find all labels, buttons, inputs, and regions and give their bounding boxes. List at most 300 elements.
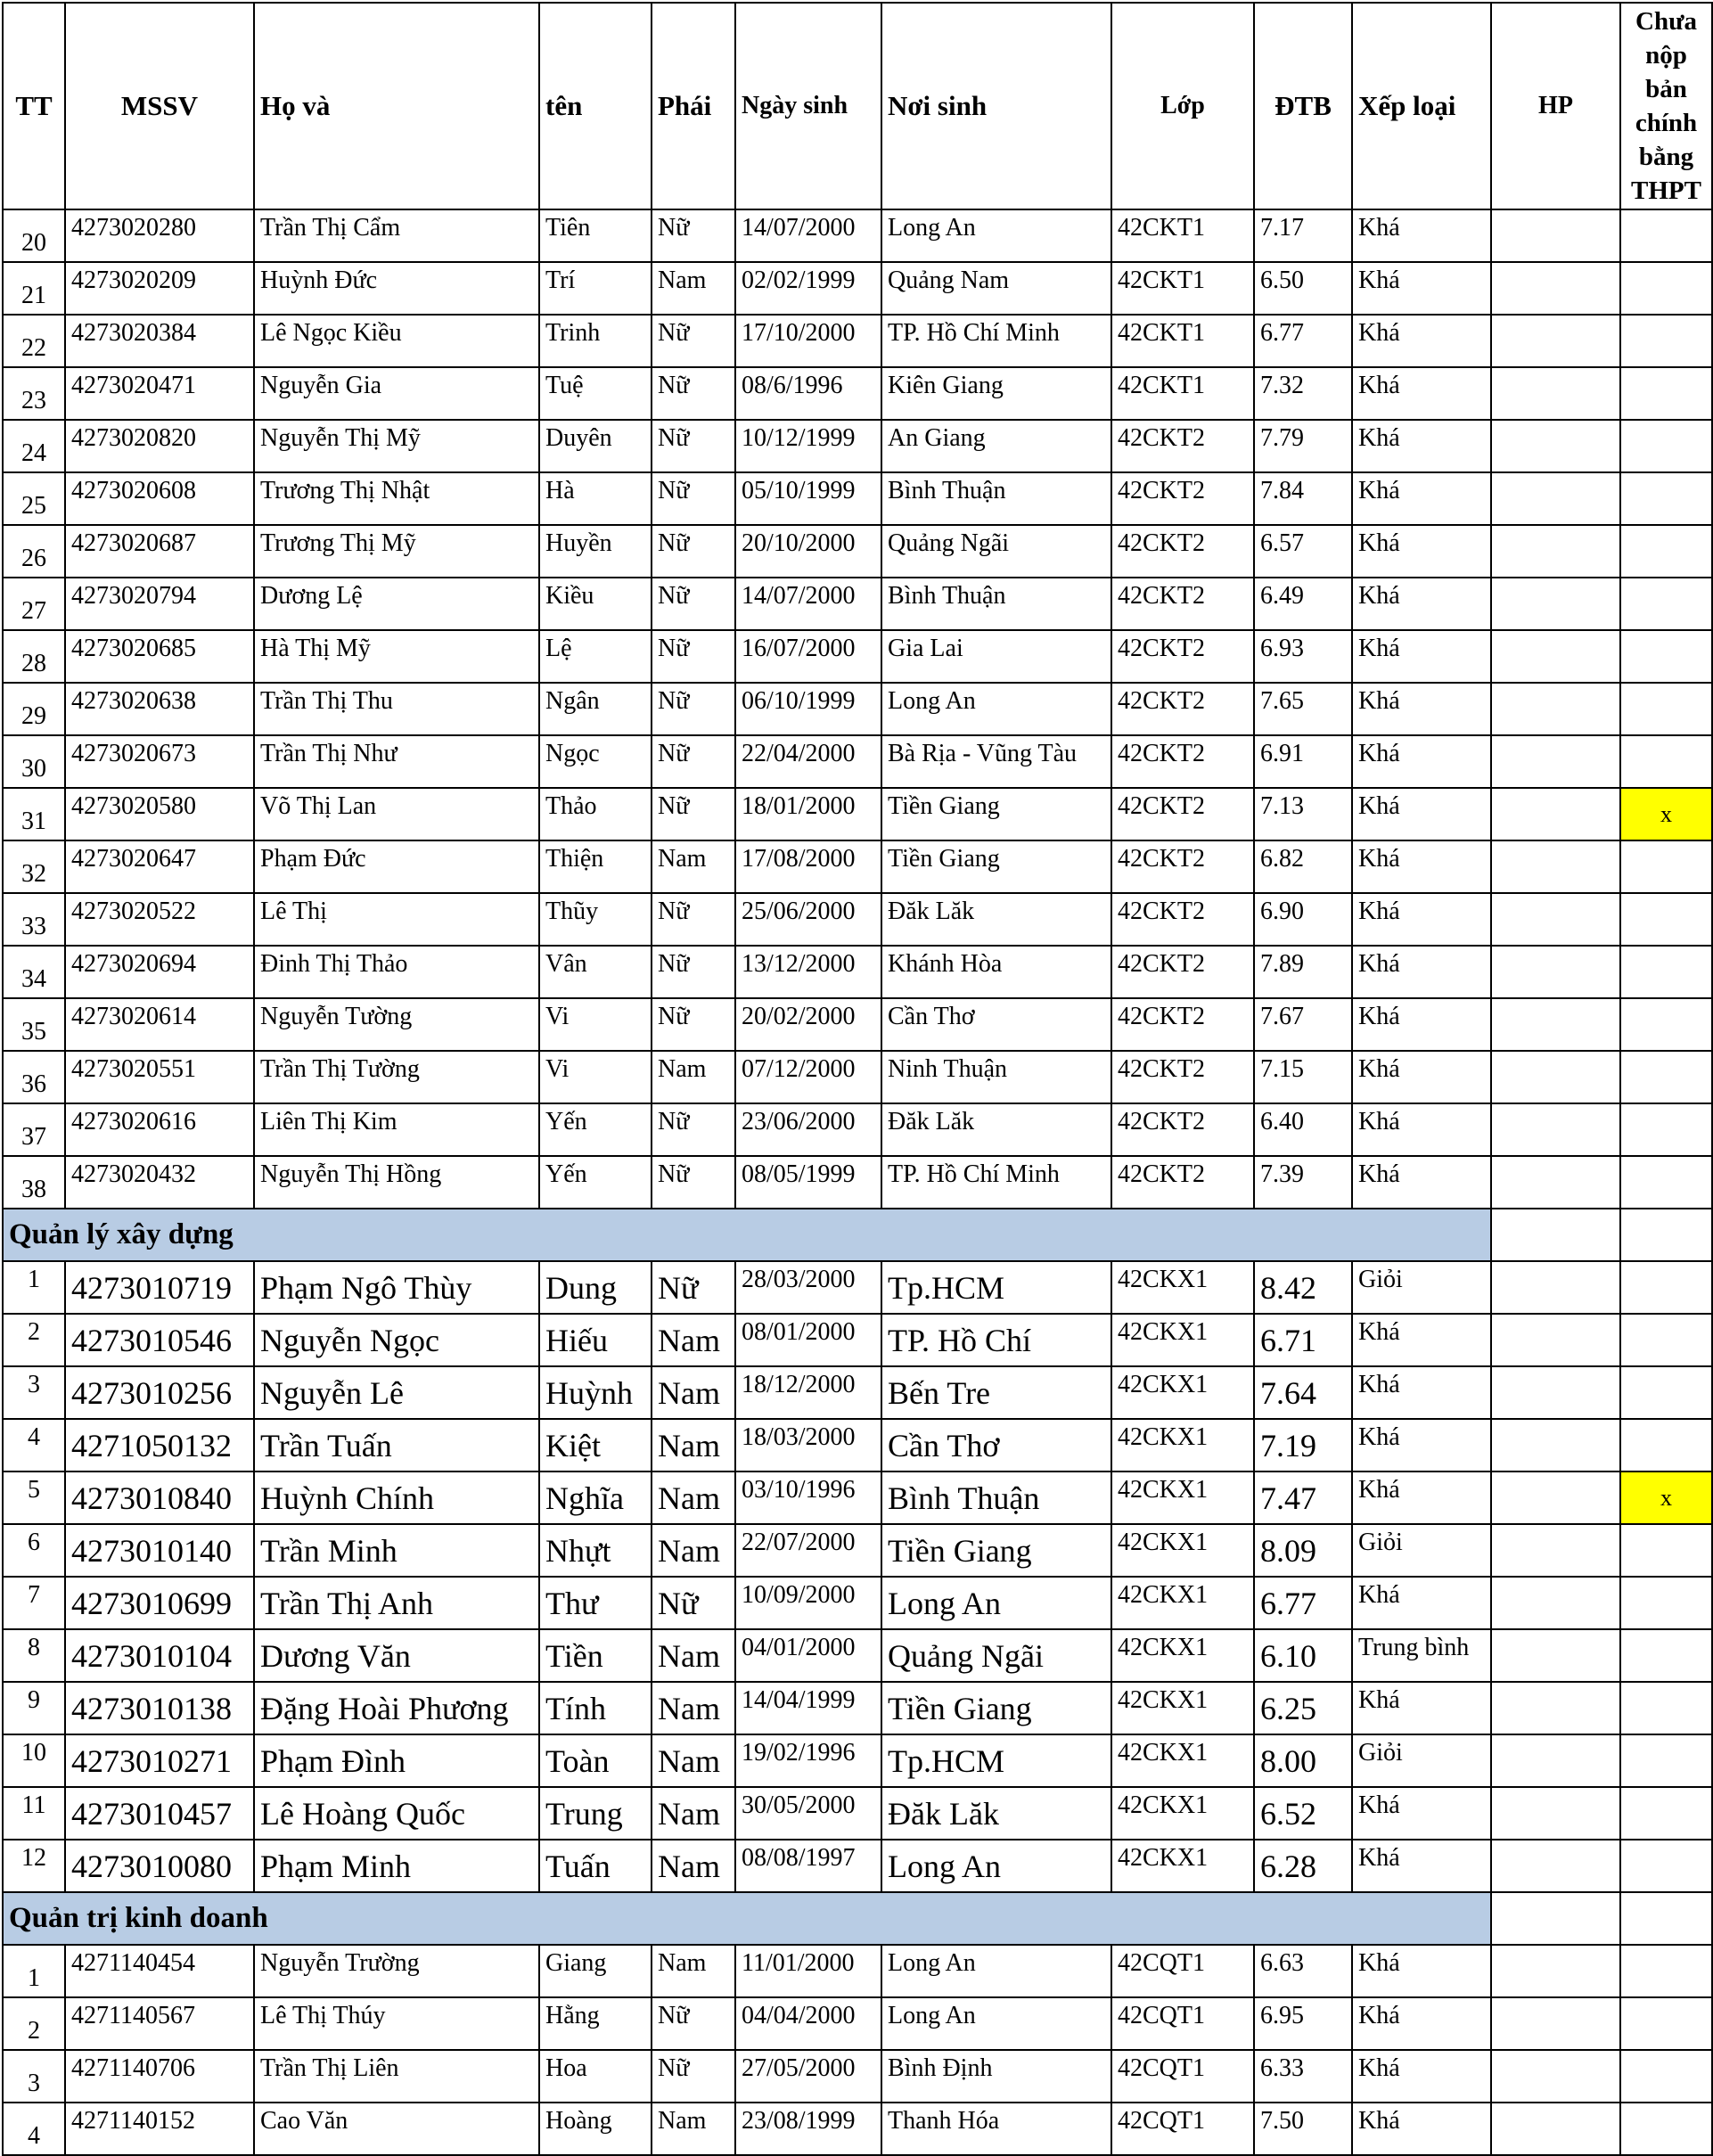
cell-ho-va: Trần Thị Anh — [254, 1577, 539, 1629]
cell-hp — [1491, 1840, 1620, 1892]
table-row — [3, 2103, 1712, 2155]
cell-lop: 42CKT2 — [1111, 840, 1254, 893]
cell-mssv: 4273010719 — [65, 1261, 254, 1314]
cell-ho-va: Phạm Minh — [254, 1840, 539, 1892]
cell-ho-va: Trần Thị Liên — [254, 2050, 539, 2103]
cell-ho-va: Huỳnh Chính — [254, 1471, 539, 1524]
table-row — [3, 525, 1712, 578]
header-mssv: MSSV — [65, 3, 254, 209]
cell-mssv: 4273020647 — [65, 840, 254, 893]
cell-ten: Thư — [539, 1577, 652, 1629]
cell-lop: 42CQT1 — [1111, 1997, 1254, 2050]
cell-tt: 35 — [3, 998, 65, 1051]
cell-chua-nop-bang — [1620, 893, 1712, 946]
cell-ho-va: Lê Hoàng Quốc — [254, 1787, 539, 1840]
cell-ten: Vi — [539, 1051, 652, 1103]
cell-noi-sinh: Tiền Giang — [881, 1524, 1111, 1577]
table-row — [3, 1314, 1712, 1366]
cell-chua-nop-bang — [1620, 578, 1712, 630]
cell-xep-loai: Khá — [1352, 683, 1491, 735]
cell-ngay-sinh: 04/04/2000 — [735, 1997, 881, 2050]
cell-ngay-sinh: 23/06/2000 — [735, 1103, 881, 1156]
cell-xep-loai: Khá — [1352, 1787, 1491, 1840]
header-tt: TT — [3, 3, 65, 209]
cell-noi-sinh: Cần Thơ — [881, 998, 1111, 1051]
cell-ten: Toàn — [539, 1734, 652, 1787]
cell-noi-sinh: Tp.HCM — [881, 1734, 1111, 1787]
cell-ho-va: Phạm Đình — [254, 1734, 539, 1787]
cell-noi-sinh: Long An — [881, 1997, 1111, 2050]
cell-mssv: 4273020616 — [65, 1103, 254, 1156]
cell-lop: 42CKX1 — [1111, 1419, 1254, 1471]
cell-lop: 42CKX1 — [1111, 1734, 1254, 1787]
cell-hp — [1491, 578, 1620, 630]
cell-chua-nop-bang — [1620, 1945, 1712, 1997]
cell-hp — [1491, 1156, 1620, 1209]
header-phai: Phái — [652, 3, 735, 209]
cell-dtb: 6.25 — [1254, 1682, 1352, 1734]
cell-mssv: 4273010256 — [65, 1366, 254, 1419]
cell-chua-nop-bang — [1620, 998, 1712, 1051]
table-row — [3, 1840, 1712, 1892]
cell-lop: 42CKT1 — [1111, 315, 1254, 367]
cell-dtb: 8.09 — [1254, 1524, 1352, 1577]
cell-ngay-sinh: 08/08/1997 — [735, 1840, 881, 1892]
cell-mssv: 4273020384 — [65, 315, 254, 367]
cell-chua-nop-bang — [1620, 1577, 1712, 1629]
cell-ten: Trinh — [539, 315, 652, 367]
cell-dtb: 6.49 — [1254, 578, 1352, 630]
cell-ten: Vân — [539, 946, 652, 998]
cell-dtb: 7.15 — [1254, 1051, 1352, 1103]
cell-ho-va: Cao Văn — [254, 2103, 539, 2155]
cell-noi-sinh: Tiền Giang — [881, 788, 1111, 840]
cell-chua-nop-bang — [1620, 1051, 1712, 1103]
cell-noi-sinh: Long An — [881, 1945, 1111, 1997]
table-row — [3, 1629, 1712, 1682]
cell-noi-sinh: Long An — [881, 1840, 1111, 1892]
student-table — [2, 2, 1713, 2156]
cell-xep-loai: Giỏi — [1352, 1524, 1491, 1577]
cell-dtb: 7.64 — [1254, 1366, 1352, 1419]
cell-phai: Nữ — [652, 735, 735, 788]
cell-dtb: 7.67 — [1254, 998, 1352, 1051]
table-row — [3, 420, 1712, 472]
cell-ngay-sinh: 14/04/1999 — [735, 1682, 881, 1734]
cell-ten: Tiên — [539, 209, 652, 262]
cell-dtb: 6.77 — [1254, 315, 1352, 367]
cell-dtb: 6.10 — [1254, 1629, 1352, 1682]
table-row — [3, 2050, 1712, 2103]
table-row — [3, 1419, 1712, 1471]
cell-tt: 3 — [3, 2050, 65, 2103]
cell-tt: 8 — [3, 1629, 65, 1682]
table-row — [3, 472, 1712, 525]
cell-dtb: 6.28 — [1254, 1840, 1352, 1892]
section-title: Quản trị kinh doanh — [3, 1892, 1491, 1945]
cell-phai: Nữ — [652, 683, 735, 735]
cell-ten: Giang — [539, 1945, 652, 1997]
cell-xep-loai: Khá — [1352, 1419, 1491, 1471]
cell-mssv: 4273020794 — [65, 578, 254, 630]
table-row — [3, 946, 1712, 998]
cell-ngay-sinh: 04/01/2000 — [735, 1629, 881, 1682]
cell-lop: 42CKX1 — [1111, 1682, 1254, 1734]
cell-hp — [1491, 1629, 1620, 1682]
cell-phai: Nữ — [652, 209, 735, 262]
cell-ngay-sinh: 08/05/1999 — [735, 1156, 881, 1209]
cell-hp — [1491, 209, 1620, 262]
cell-mssv: 4273010699 — [65, 1577, 254, 1629]
cell-xep-loai: Khá — [1352, 1366, 1491, 1419]
table-row — [3, 1471, 1712, 1524]
cell-ngay-sinh: 13/12/2000 — [735, 946, 881, 998]
cell-xep-loai: Khá — [1352, 1577, 1491, 1629]
cell-tt: 2 — [3, 1997, 65, 2050]
cell-ngay-sinh: 20/02/2000 — [735, 998, 881, 1051]
table-row — [3, 1787, 1712, 1840]
header-ho-va: Họ và — [254, 3, 539, 209]
cell-xep-loai: Khá — [1352, 1051, 1491, 1103]
cell-chua-nop-bang — [1620, 262, 1712, 315]
cell-hp — [1491, 1366, 1620, 1419]
cell-tt: 10 — [3, 1734, 65, 1787]
table-row — [3, 788, 1712, 840]
cell-mssv: 4273020551 — [65, 1051, 254, 1103]
cell-mssv: 4273020820 — [65, 420, 254, 472]
cell-phai: Nữ — [652, 1997, 735, 2050]
cell-dtb: 6.77 — [1254, 1577, 1352, 1629]
cell-chua-nop-bang — [1620, 1787, 1712, 1840]
cell-chua-nop-bang — [1620, 840, 1712, 893]
cell-dtb: 6.71 — [1254, 1314, 1352, 1366]
cell-tt: 36 — [3, 1051, 65, 1103]
cell-phai: Nữ — [652, 946, 735, 998]
cell-mssv: 4273020638 — [65, 683, 254, 735]
cell-ngay-sinh: 18/03/2000 — [735, 1419, 881, 1471]
cell-ten: Kiệt — [539, 1419, 652, 1471]
cell-tt: 4 — [3, 2103, 65, 2155]
cell-ho-va: Trần Thị Như — [254, 735, 539, 788]
cell-lop: 42CKX1 — [1111, 1577, 1254, 1629]
cell-phai: Nữ — [652, 2050, 735, 2103]
cell-ten: Trí — [539, 262, 652, 315]
cell-phai: Nam — [652, 1051, 735, 1103]
cell-phai: Nam — [652, 1366, 735, 1419]
cell-hp — [1491, 946, 1620, 998]
cell-phai: Nữ — [652, 630, 735, 683]
cell-chua-nop-bang: x — [1620, 1471, 1712, 1524]
cell-dtb: 6.95 — [1254, 1997, 1352, 2050]
cell-xep-loai: Khá — [1352, 1314, 1491, 1366]
cell-dtb: 7.32 — [1254, 367, 1352, 420]
cell-ngay-sinh: 05/10/1999 — [735, 472, 881, 525]
cell-noi-sinh: TP. Hồ Chí — [881, 1314, 1111, 1366]
header-ngay-sinh: Ngày sinh — [735, 3, 881, 209]
cell-chua-nop-bang — [1620, 1840, 1712, 1892]
cell-mssv: 4273010138 — [65, 1682, 254, 1734]
cell-ngay-sinh: 06/10/1999 — [735, 683, 881, 735]
cell-hp — [1491, 893, 1620, 946]
cell-hp — [1491, 1577, 1620, 1629]
cell-phai: Nữ — [652, 998, 735, 1051]
cell-hp — [1491, 1734, 1620, 1787]
cell-ho-va: Nguyễn Trường — [254, 1945, 539, 1997]
cell-ten: Dung — [539, 1261, 652, 1314]
cell-noi-sinh: Bình Thuận — [881, 578, 1111, 630]
cell-ho-va: Võ Thị Lan — [254, 788, 539, 840]
cell-mssv: 4273010546 — [65, 1314, 254, 1366]
cell-ten: Nhựt — [539, 1524, 652, 1577]
cell-lop: 42CKT2 — [1111, 1051, 1254, 1103]
table-row — [3, 1524, 1712, 1577]
cell-hp — [1491, 262, 1620, 315]
cell-phai: Nữ — [652, 525, 735, 578]
cell-phai: Nam — [652, 1314, 735, 1366]
cell-ngay-sinh: 10/12/1999 — [735, 420, 881, 472]
cell-chua-nop-bang — [1620, 1682, 1712, 1734]
cell-noi-sinh: TP. Hồ Chí Minh — [881, 315, 1111, 367]
cell-chua-nop-bang — [1620, 1261, 1712, 1314]
cell-ho-va: Hà Thị Mỹ — [254, 630, 539, 683]
cell-ngay-sinh: 17/08/2000 — [735, 840, 881, 893]
header-row — [3, 3, 1712, 209]
cell-lop: 42CKT2 — [1111, 998, 1254, 1051]
cell-chua-nop-bang — [1620, 683, 1712, 735]
cell-hp — [1491, 2050, 1620, 2103]
cell-noi-sinh: Bình Định — [881, 2050, 1111, 2103]
cell-mssv: 4273020687 — [65, 525, 254, 578]
cell-phai: Nữ — [652, 788, 735, 840]
cell-phai: Nam — [652, 1524, 735, 1577]
cell-ho-va: Nguyễn Thị Mỹ — [254, 420, 539, 472]
table-row — [3, 683, 1712, 735]
cell-lop: 42CKX1 — [1111, 1471, 1254, 1524]
cell-ten: Hoa — [539, 2050, 652, 2103]
cell-tt: 9 — [3, 1682, 65, 1734]
cell-phai: Nữ — [652, 578, 735, 630]
cell-phai: Nữ — [652, 1261, 735, 1314]
cell-ngay-sinh: 27/05/2000 — [735, 2050, 881, 2103]
cell-tt: 1 — [3, 1945, 65, 1997]
cell-ngay-sinh: 28/03/2000 — [735, 1261, 881, 1314]
cell-mssv: 4273020685 — [65, 630, 254, 683]
cell-ngay-sinh: 11/01/2000 — [735, 1945, 881, 1997]
cell-xep-loai: Khá — [1352, 946, 1491, 998]
cell-ngay-sinh: 14/07/2000 — [735, 209, 881, 262]
cell-dtb: 7.79 — [1254, 420, 1352, 472]
cell-ho-va: Huỳnh Đức — [254, 262, 539, 315]
cell-dtb: 6.91 — [1254, 735, 1352, 788]
cell-phai: Nữ — [652, 893, 735, 946]
cell-xep-loai: Khá — [1352, 1945, 1491, 1997]
cell-dtb: 7.50 — [1254, 2103, 1352, 2155]
cell-noi-sinh: Bà Rịa - Vũng Tàu — [881, 735, 1111, 788]
cell-ngay-sinh: 08/6/1996 — [735, 367, 881, 420]
cell-xep-loai: Khá — [1352, 1840, 1491, 1892]
cell-dtb: 7.39 — [1254, 1156, 1352, 1209]
header-hp: HP — [1491, 3, 1620, 209]
cell-phai: Nữ — [652, 367, 735, 420]
cell-phai: Nam — [652, 1471, 735, 1524]
cell-xep-loai: Khá — [1352, 472, 1491, 525]
cell-chua-nop-bang — [1620, 2103, 1712, 2155]
cell-xep-loai: Khá — [1352, 893, 1491, 946]
cell-mssv: 4273010080 — [65, 1840, 254, 1892]
cell-ho-va: Dương Lệ — [254, 578, 539, 630]
cell-xep-loai: Giỏi — [1352, 1734, 1491, 1787]
cell-ngay-sinh: 22/04/2000 — [735, 735, 881, 788]
cell-ten: Lệ — [539, 630, 652, 683]
cell-ho-va: Đặng Hoài Phương — [254, 1682, 539, 1734]
cell-noi-sinh: Long An — [881, 1577, 1111, 1629]
cell-tt: 3 — [3, 1366, 65, 1419]
cell-ho-va: Phạm Ngô Thùy — [254, 1261, 539, 1314]
cell-lop: 42CKX1 — [1111, 1261, 1254, 1314]
cell-ho-va: Trương Thị Mỹ — [254, 525, 539, 578]
cell-hp — [1491, 420, 1620, 472]
cell-mssv: 4273020614 — [65, 998, 254, 1051]
cell-ngay-sinh: 16/07/2000 — [735, 630, 881, 683]
cell-ten: Yến — [539, 1103, 652, 1156]
cell-ngay-sinh: 22/07/2000 — [735, 1524, 881, 1577]
section-title: Quản lý xây dựng — [3, 1209, 1491, 1261]
cell-tt: 22 — [3, 315, 65, 367]
cell-dtb: 7.89 — [1254, 946, 1352, 998]
cell-mssv: 4271140454 — [65, 1945, 254, 1997]
cell-hp — [1491, 630, 1620, 683]
cell-noi-sinh: Cần Thơ — [881, 1419, 1111, 1471]
cell-chua-nop-bang — [1620, 1629, 1712, 1682]
cell-xep-loai: Khá — [1352, 1156, 1491, 1209]
cell-xep-loai: Khá — [1352, 262, 1491, 315]
cell-lop: 42CKX1 — [1111, 1787, 1254, 1840]
cell-hp — [1491, 1261, 1620, 1314]
cell-chua-nop-bang — [1620, 209, 1712, 262]
cell-hp — [1491, 2103, 1620, 2155]
cell-ngay-sinh: 18/12/2000 — [735, 1366, 881, 1419]
cell-ngay-sinh: 30/05/2000 — [735, 1787, 881, 1840]
cell-hp — [1491, 1051, 1620, 1103]
section-empty-cell — [1620, 1892, 1712, 1945]
cell-tt: 24 — [3, 420, 65, 472]
cell-noi-sinh: Thanh Hóa — [881, 2103, 1111, 2155]
cell-lop: 42CKT2 — [1111, 630, 1254, 683]
cell-ten: Tính — [539, 1682, 652, 1734]
cell-chua-nop-bang: x — [1620, 788, 1712, 840]
cell-ho-va: Trần Thị Tường — [254, 1051, 539, 1103]
cell-noi-sinh: Đăk Lăk — [881, 893, 1111, 946]
cell-phai: Nữ — [652, 1577, 735, 1629]
cell-ten: Hiếu — [539, 1314, 652, 1366]
cell-mssv: 4271050132 — [65, 1419, 254, 1471]
section-row — [3, 1892, 1712, 1945]
section-empty-cell — [1491, 1209, 1620, 1261]
cell-noi-sinh: Tiền Giang — [881, 1682, 1111, 1734]
cell-ten: Huyền — [539, 525, 652, 578]
cell-hp — [1491, 1945, 1620, 1997]
cell-chua-nop-bang — [1620, 367, 1712, 420]
cell-ten: Hà — [539, 472, 652, 525]
cell-tt: 11 — [3, 1787, 65, 1840]
cell-noi-sinh: Bến Tre — [881, 1366, 1111, 1419]
cell-phai: Nam — [652, 1787, 735, 1840]
table-row — [3, 209, 1712, 262]
cell-ten: Ngân — [539, 683, 652, 735]
cell-ten: Nghĩa — [539, 1471, 652, 1524]
cell-ho-va: Trần Thị Cẩm — [254, 209, 539, 262]
cell-noi-sinh: Long An — [881, 683, 1111, 735]
cell-ten: Hoàng — [539, 2103, 652, 2155]
cell-ho-va: Trần Tuấn — [254, 1419, 539, 1471]
cell-chua-nop-bang — [1620, 420, 1712, 472]
cell-hp — [1491, 315, 1620, 367]
table-row — [3, 315, 1712, 367]
table-row — [3, 1156, 1712, 1209]
cell-lop: 42CKX1 — [1111, 1840, 1254, 1892]
cell-ten: Hằng — [539, 1997, 652, 2050]
cell-tt: 33 — [3, 893, 65, 946]
cell-dtb: 7.17 — [1254, 209, 1352, 262]
cell-tt: 31 — [3, 788, 65, 840]
cell-mssv: 4273010457 — [65, 1787, 254, 1840]
cell-tt: 25 — [3, 472, 65, 525]
cell-xep-loai: Khá — [1352, 315, 1491, 367]
cell-lop: 42CKT2 — [1111, 1156, 1254, 1209]
cell-ho-va: Trương Thị Nhật — [254, 472, 539, 525]
table-row — [3, 367, 1712, 420]
cell-mssv: 4273020694 — [65, 946, 254, 998]
cell-dtb: 6.50 — [1254, 262, 1352, 315]
cell-dtb: 8.42 — [1254, 1261, 1352, 1314]
section-empty-cell — [1491, 1892, 1620, 1945]
cell-xep-loai: Khá — [1352, 2050, 1491, 2103]
cell-dtb: 6.57 — [1254, 525, 1352, 578]
cell-noi-sinh: Bình Thuận — [881, 472, 1111, 525]
cell-ten: Ngọc — [539, 735, 652, 788]
cell-xep-loai: Khá — [1352, 2103, 1491, 2155]
cell-mssv: 4273010104 — [65, 1629, 254, 1682]
cell-xep-loai: Khá — [1352, 788, 1491, 840]
cell-noi-sinh: Đăk Lăk — [881, 1103, 1111, 1156]
cell-ho-va: Nguyễn Ngọc — [254, 1314, 539, 1366]
cell-ho-va: Liên Thị Kim — [254, 1103, 539, 1156]
cell-tt: 5 — [3, 1471, 65, 1524]
cell-xep-loai: Khá — [1352, 525, 1491, 578]
cell-tt: 6 — [3, 1524, 65, 1577]
cell-ho-va: Đinh Thị Thảo — [254, 946, 539, 998]
cell-phai: Nữ — [652, 472, 735, 525]
cell-lop: 42CKT2 — [1111, 525, 1254, 578]
cell-ho-va: Phạm Đức — [254, 840, 539, 893]
cell-ten: Thảo — [539, 788, 652, 840]
table-row — [3, 262, 1712, 315]
cell-chua-nop-bang — [1620, 1366, 1712, 1419]
cell-chua-nop-bang — [1620, 1156, 1712, 1209]
cell-noi-sinh: Đăk Lăk — [881, 1787, 1111, 1840]
cell-ngay-sinh: 20/10/2000 — [735, 525, 881, 578]
cell-ho-va: Lê Thị — [254, 893, 539, 946]
cell-xep-loai: Khá — [1352, 998, 1491, 1051]
cell-phai: Nam — [652, 1419, 735, 1471]
cell-mssv: 4273020608 — [65, 472, 254, 525]
cell-lop: 42CQT1 — [1111, 1945, 1254, 1997]
cell-noi-sinh: Quảng Nam — [881, 262, 1111, 315]
cell-tt: 21 — [3, 262, 65, 315]
cell-phai: Nữ — [652, 315, 735, 367]
cell-phai: Nam — [652, 1734, 735, 1787]
table-row — [3, 1945, 1712, 1997]
